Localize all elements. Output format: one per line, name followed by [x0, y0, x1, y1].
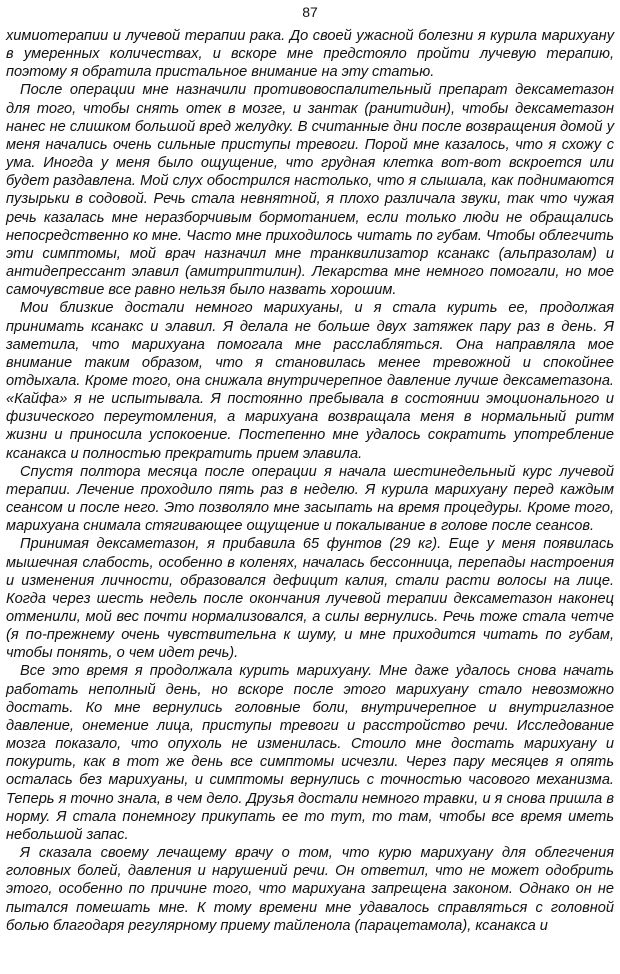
- paragraph-3: Мои близкие достали немного марихуаны, и я стала курить ее, продолжая принимать ксанакс и элавил. Я делала не больше двух затяжек пару раз в день. Я заметила, что марихуана помогала мне расслабляться. Она направляла мое внимание таким образом, что я становилась менее тревожной и спокойнее отдыхала. Кроме того, она снижала внутричерепное давление лучше дексаметазона. «Кайфа» я не испытывала. Я постоянно пребывала в состоянии эмоционального и физического переутомления, а марихуана возвращала меня в нормальный ритм жизни и приносила успокоение. Постепенно мне удалось сократить употребление ксанакса и полностью прекратить прием элавила.: [6, 300, 614, 462]
- paragraph-1: химиотерапии и лучевой терапии рака. До своей ужасной болезни я курила марихуану в умеренных количествах, и вскоре мне предстояло пройти лучевую терапию, поэтому я обратила пристальное внимание на эту статью.: [6, 28, 614, 81]
- paragraph-4: Спустя полтора месяца после операции я начала шестинедельный курс лучевой терапии. Лечение проходило пять раз в неделю. Я курила марихуану перед каждым сеансом и после него. Это позволяло мне засыпать на время процедуры. Кроме того, марихуана снимала стягивающее ощущение и покалывание в голове после сеансов.: [6, 463, 614, 535]
- paragraph-5: Принимая дексаметазон, я прибавила 65 фунтов (29 кг). Еще у меня появилась мышечная слабость, особенно в коленях, началась бессонница, перепады настроения и изменения личности, образовался дефицит калия, стали расти волосы на лице. Когда через шесть недель после окончания лучевой терапии дексаметазон наконец отменили, мой вес почти нормализовался, а силы вернулись. Речь тоже стала четче (я по-прежнему очень чувствительна к шуму, и мне приходится читать по губам, чтобы понять, о чем идет речь).: [6, 536, 614, 662]
- page-number: 87: [302, 4, 318, 20]
- paragraph-2: После операции мне назначили противовоспалительный препарат дексаметазон для того, чтобы снять отек в мозге, и зантак (ранитидин), чтобы дексаметазон нанес не слишком большой вред желудку. В считанные дни после возвращения домой у меня начались очень сильные приступы тревоги. Порой мне казалось, что я схожу с ума. Иногда у меня было ощущение, что грудная клетка вот-вот вскроется или будет раздавлена. Мой слух обострился настолько, что я слышала, как поднимаются пузырьки в содовой. Речь стала невнятной, я плохо различала звуки, так что чужая речь казалась мне неразборчивым бормотанием, если только люди не обращались непосредственно ко мне. Часто мне приходилось читать по губам. Чтобы облегчить эти симптомы, мой врач назначил мне транквилизатор ксанакс (альпразолам) и антидепрессант элавил (амитриптилин). Лекарства мне немного помогали, но мое самочувствие все равно нельзя было назвать хорошим.: [6, 82, 614, 299]
- text-body: [6, 27, 614, 935]
- paragraph-6: Все это время я продолжала курить марихуану. Мне даже удалось снова начать работать неполный день, но вскоре после этого марихуану стало невозможно достать. Ко мне вернулись головные боли, внутричерепное и внутриглазное давление, онемение лица, приступы тревоги и расстройство речи. Исследование мозга показало, что опухоль не изменилась. Стоило мне достать марихуану и покурить, как в тот же день все симптомы исчезли. Через пару месяцев я опять осталась без марихуаны, и симптомы вернулись с точностью часового механизма. Теперь я точно знала, в чем дело. Друзья достали немного травки, и я снова пришла в норму. Я стала понемногу прикупать ее то тут, то там, чтобы все время иметь небольшой запас.: [6, 663, 614, 843]
- paragraph-7: Я сказала своему лечащему врачу о том, что курю марихуану для облегчения головных болей, давления и нарушений речи. Он ответил, что не может одобрить этого, особенно по причине того, что марихуана запрещена законом. Однако он не пытался помешать мне. К тому времени мне удавалось справляться с головной болью благодаря регулярному приему тайленола (парацетамола), ксанакса и: [6, 845, 614, 934]
